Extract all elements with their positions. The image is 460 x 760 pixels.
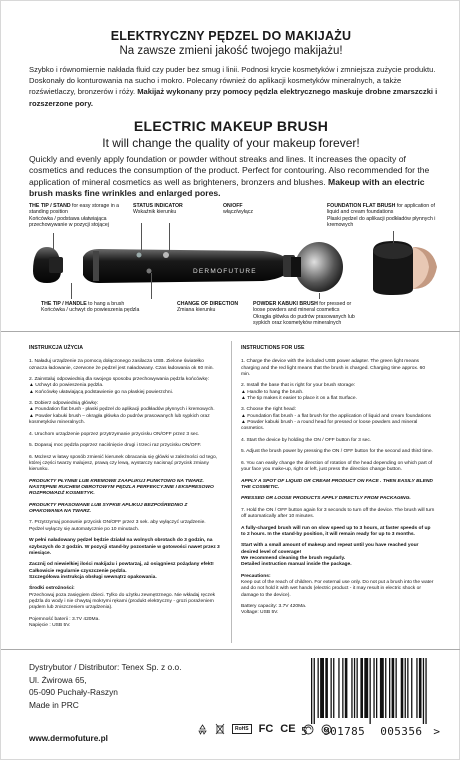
en-instructions-title: INSTRUCTIONS FOR USE: [241, 345, 305, 351]
en-step-1: 1. Charge the device with the included USB power adapter. The green light means charging and the red light means that the brush is charged. Charging time approx. 60 min.: [241, 359, 426, 377]
label-direction-title: CHANGE OF DIRECTION: [177, 301, 239, 307]
barcode-bar: [396, 658, 397, 718]
pl-description-text: Szybko i równomiernie nakłada fluid czy puder bez smug i linii. Podnosi krycie kosmetyków i zmniejsza zużycie produktu. Doskonały do konturowania na sucho i mokro. Polecany również do aplikacji kosmetyków mineralnych, a także rozświetlaczy, bronzerów i róży.: [29, 65, 436, 97]
website-url: www.dermofuture.pl: [29, 734, 108, 743]
barcode-bar: [370, 658, 371, 724]
en-battery: Battery capacity: 3.7V 420Ma. Voltage: USB 5V.: [241, 604, 307, 616]
kabuki-head: [291, 242, 343, 292]
handle-callout-line: [71, 283, 72, 299]
label-flat-brush: [327, 203, 437, 229]
pl-caution: Przechowuj poza zasięgiem dzieci. Tylko do użytku zewnętrznego. Nie wkładaj ręczek pędzla do wody i nie chwytaj mokrymi rękami (produkt elektryczny - grozi porażeniem prądem lub zniszczeniem urządzenia).: [29, 592, 216, 611]
label-handle-en: to hang a brush: [86, 301, 125, 307]
pl-caps-2: PRODUKTY PRASOWANE LUB SYPKIE APLIKUJ BEZPOŚREDNIO Z OPAKOWANIA NA TWARZ.: [29, 502, 188, 514]
barcode-bar: [314, 658, 315, 724]
distributor-line-4: Made in PRC: [29, 699, 79, 710]
flat-callout-line: [393, 231, 394, 243]
label-tip-stand-title: THE TIP / STAND: [29, 203, 71, 209]
pl-instructions: [29, 345, 221, 635]
column-divider: [231, 341, 232, 643]
en-step-3: 3. Choose the right head: ▲ Foundation flat brush - a flat brush for the application of liquid and cream foundations ▲ Powder kabuki brush - a round head for pressed or loose powders and mineral cosmetics.: [241, 407, 431, 432]
divider-bottom: [1, 649, 460, 650]
pl-caps-1: PRODUKTY PŁYNNE LUB KREMOWE ZAAPLIKUJ PUNKTOWO NA TWARZ. NASTĘPNIE RUCHEM OBROTOWYM PĘDZLA PERFEKCYJNIE I EKSPRESOWO ROZPROWADŹ KOSMETYK.: [29, 478, 214, 497]
en-caps-2: PRESSED OR LOOSE PRODUCTS APPLY DIRECTLY FROM PACKAGING.: [241, 496, 411, 502]
barcode-bar: [311, 658, 312, 724]
barcode-bar: [360, 658, 363, 718]
barcode-first-digit: 5: [301, 725, 309, 738]
label-status-pl: Wskaźnik kierunku: [133, 209, 177, 216]
distributor-line-1: Dystrybutor / Distributor: Tenex Sp. z o.o.: [29, 662, 182, 672]
pl-step-2: 2. Zainstaluj odpowiednią dla swojego sposobu przechowywania pędzla końcówkę: ▲ Uchwyt do powieszenia pędzla. ▲ Końcówkę ułatwiającą podstawienie go na płaskiej powierzchni.: [29, 377, 209, 395]
rohs-icon: RoHS: [232, 724, 252, 734]
pl-step-6: 6. Możesz w łatwy sposób zmienić kierunek obracania się główki w zależności od tego, której części twarzy malujesz, prawą czy lewą, wystarczy nacisnąć przycisk zmiany kierunku.: [29, 454, 218, 473]
label-status-title: STATUS INDICATOR: [133, 203, 183, 209]
barcode-bar: [351, 658, 352, 718]
en-description-bold: Makeup with an electric brush masks fine wrinkles and enlarged pores.: [29, 176, 425, 198]
label-tip-stand-en: for easy storage in a standing position: [29, 203, 120, 216]
distributor-line-3: 05-090 Puchały-Raszyn: [29, 687, 118, 698]
barcode-bar: [405, 658, 406, 718]
pl-subtitle: Na zawsze zmieni jakość twojego makijażu!: [119, 45, 343, 57]
label-flat-brush-en: for application of liquid and cream foundations: [327, 203, 435, 216]
recycle-icon: [197, 724, 208, 735]
label-flat-brush-title: FOUNDATION FLAT BRUSH: [327, 203, 396, 209]
barcode-bar: [333, 658, 334, 718]
label-onoff-title: ON/OFF: [223, 203, 243, 209]
label-kabuki: [253, 301, 363, 327]
barcode-bar: [425, 658, 426, 724]
en-step-4: 4. Start the device by holding the ON / OFF button for 3 sec.: [241, 437, 372, 443]
en-description: [29, 154, 439, 199]
distributor-line-2: Ul. Żwirowa 65,: [29, 674, 87, 685]
direction-callout-line: [151, 273, 152, 299]
barcode-arrow: >: [433, 725, 441, 738]
label-direction-pl: Zmiana kierunku: [177, 307, 216, 314]
pl-battery: Pojemność baterii : 3.7V 420Ma. Napięcie : USB 5V.: [29, 616, 100, 629]
en-step-6: 6. You can easily change the direction of rotation of the head depending on which part of your face you make-up, right or left, just press the direction change button.: [241, 460, 433, 473]
en-step-7: 7. Hold the ON / OFF button again for 3 seconds to turn off the device. The brush will turn off automatically after 10 minutes.: [241, 507, 435, 520]
barcode-bar: [338, 658, 339, 718]
en-instructions: [241, 345, 435, 622]
fcc-icon: FC: [258, 723, 274, 735]
label-status: [133, 203, 203, 216]
kabuki-callout-line: [319, 293, 320, 299]
pl-runtime: W pełni naładowany pędzel będzie działał na wolnych obrotach do 3 godzin, na szybszych do 2 godzin. W pozycji stand-by pozostanie w gotowości nawet przez 3 miesiące.: [29, 538, 220, 556]
barcode-group-2: 005356: [380, 725, 423, 738]
en-step-5: 5. Adjust the brush power by pressing the ON / OFF button for the second and third time.: [241, 449, 433, 455]
barcode-bar: [385, 658, 386, 718]
en-subtitle: It will change the quality of your makeup forever!: [102, 136, 360, 150]
en-runtime: A fully-charged brush will run on slow speed up to 3 hours, at faster speeds of up to 2 hours. In the stand-by position, it will remain ready for up to 3 months.: [241, 525, 431, 537]
label-kabuki-title: POWDER KABUKI BRUSH: [253, 301, 318, 307]
barcode-bar: [416, 658, 417, 718]
en-caution-title: Precautions:: [241, 573, 271, 579]
pl-title: ELEKTRYCZNY PĘDZEL DO MAKIJAŻU: [110, 29, 352, 43]
en-caution: Keep out of the reach of children. For external use only. Do not put a brush into the water and do not hold it with wet hands (electric product - it may result in electric shock or damage to the device).: [241, 580, 434, 598]
pl-description-bold: Makijaż wykonany przy pomocy pędzla elektrycznego maskuje drobne zmarszczki i rozszerzone pory.: [29, 87, 438, 108]
pl-instructions-title: INSTRUKCJA UŻYCIA: [29, 345, 83, 351]
barcode-group-1: 901785: [323, 725, 366, 738]
label-tip-stand-pl: Końcówka / podstawa ułatwiająca przechowywanie w pozycji stojącej: [29, 215, 109, 229]
label-handle: [41, 301, 161, 314]
pl-step-1: 1. Naładuj urządzenie za pomocą dołączonego zasilacza USB. Zielone światełko oznacza ładowanie, czerwone że pędzel jest naładowany. Czas ładowania ok 60 min.: [29, 359, 214, 371]
barcode-bar: [407, 658, 408, 718]
barcode-bar: [401, 658, 404, 718]
en-tip: Start with a small amount of makeup and repeat until you have reached your desired level of coverage! We recommend cleaning the brush regularly. Detailed instruction manual inside the package.: [241, 543, 419, 568]
label-handle-pl: Końcówka / uchwyt do powieszenia pędzla: [41, 307, 140, 314]
stand-callout-line: [53, 233, 54, 249]
barcode-bar: [419, 658, 422, 718]
brush-brand-text: DERMOFUTURE: [193, 268, 257, 275]
label-handle-title: THE TIP / HANDLE: [41, 301, 87, 307]
label-kabuki-en: for pressed or loose powders and mineral cosmetics: [253, 301, 352, 314]
label-tip-stand: [29, 203, 129, 229]
pl-step-5: 5. Dopasuj moc pędzla poprzez naciśnięcie drugi i trzeci raz przycisku ON/OFF.: [29, 443, 202, 449]
ean-barcode: [307, 656, 427, 726]
barcode-bar: [392, 658, 395, 718]
divider-top: [1, 331, 460, 332]
barcode-bar: [411, 658, 412, 718]
barcode-bar: [373, 658, 374, 718]
barcode-bar: [325, 658, 328, 718]
pl-step-3: 3. Dobierz odpowiednią główkę: ▲ Foundation flat brush - płaski pędzel do aplikacji podkładów płynnych i kremowych. ▲ Powder kabuki brush – okrągła główka do pudrów prasowanych lub sypkich oraz kosmetyków mineralnych.: [29, 401, 215, 426]
barcode-bar: [320, 658, 324, 718]
barcode-bar: [331, 658, 332, 718]
label-direction: [177, 301, 247, 314]
stand-tip-part: [33, 247, 63, 283]
barcode-bar: [380, 658, 384, 718]
label-onoff: [223, 203, 283, 216]
barcode-bar: [364, 658, 368, 718]
en-caps-1: APPLY A SPOT OF LIQUID OR CREAM PRODUCT ON FACE . THEN EASILY BLEND THE COSMETIC.: [241, 478, 433, 490]
weee-bin-icon: [215, 723, 225, 735]
barcode-bar: [354, 658, 355, 718]
pl-tip: Zacznij od niewielkiej ilości makijażu i powtarzaj, aż osiągniesz pożądany efekt! Całkowicie regularnie czyszczenie pędzla. Szczegółowa instrukcja obsługi wewnątrz opakowania.: [29, 562, 214, 580]
pl-caution-title: Środki ostrożności:: [29, 586, 75, 592]
en-title: ELECTRIC MAKEUP BRUSH: [133, 118, 329, 134]
barcode-bar: [342, 658, 343, 718]
pl-description: [29, 64, 439, 109]
distributor-block: [29, 661, 182, 711]
barcode-bar: [318, 658, 319, 718]
onoff-callout-line: [169, 223, 170, 253]
ce-icon: CE: [280, 723, 296, 735]
barcode-bar: [376, 658, 377, 718]
barcode-bar: [357, 658, 358, 718]
barcode-bar: [423, 658, 424, 724]
label-flat-brush-pl: Płaski pędzel do aplikacji podkładów płynnych i kremowych: [327, 215, 436, 229]
label-onoff-pl: włącz/wyłącz: [223, 209, 253, 216]
en-description-text: Quickly and evenly apply foundation or powder without streaks and lines. It increases the opacity of cosmetics and reduces the consumption of the product. Perfect for contouring. Also recommended for the application of mineral cosmetics as well as brighteners, bronzers and blushes.: [29, 154, 430, 187]
status-indicator-light: [137, 253, 142, 258]
flat-brush-head: [373, 241, 437, 295]
brush-handle: [83, 249, 295, 283]
status-callout-line: [141, 223, 142, 253]
barcode-bar: [389, 658, 390, 718]
pl-step-7: 7. Przytrzymaj ponownie przycisk ON/OFF przez 3 sek. aby wyłączyć urządzenie. Pędzel wyłączy się automatycznie po 10 minutach.: [29, 520, 206, 532]
barcode-bar: [345, 658, 348, 718]
barcode-number: [301, 725, 440, 738]
pl-step-4: 4. Uruchom urządzenie poprzez przytrzymanie przycisku ON/OFF przez 3 sec.: [29, 431, 200, 437]
label-kabuki-pl: Okrągła główka do pudrów prasowanych lub sypkich oraz kosmetyków mineralnych: [253, 313, 355, 327]
en-step-2: 2. Install the base that is right for your brush storage: ▲ Handle to hang the brush. ▲ The tip makes it easier to place it on a flat Surface.: [241, 383, 357, 401]
